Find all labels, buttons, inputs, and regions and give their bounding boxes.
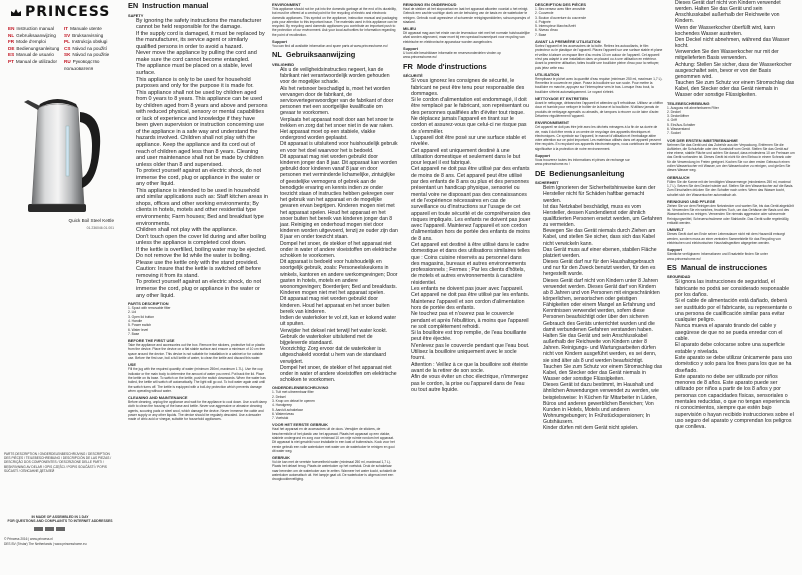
fr-support-text: Vous trouverez toutes les informations et pièces de rechange sur www.princesshome.eu ! <box>535 158 630 167</box>
en-environment-text: This appliance should not be put into the domestic garbage at the end of its durability, but must be offered at a central point for the recycling of electric and electronic domestic appliances. This symbol on the appliance, instruction manual and packaging puts your attention to this important issue. The materials used in this appliance can be recycled. By recycling used domestic appliances you contribute an important push to the protection of our environment. Ask your local authorities for information regarding the point of recollection. <box>272 7 398 37</box>
bullet-item: • Don't touch open the cover lid during and after boiling unless the appliance is completed cool down. <box>136 234 268 247</box>
bullet-item: • Utilisez la bouilloire uniquement avec le socle fourni. <box>411 349 531 362</box>
bullet-item: • Tauchen Sie zum Schutz vor einem Stromschlag das Kabel, den Stecker oder das Gerät niemals in Wasser oder sonstige Flüssigkeiten. <box>543 364 663 382</box>
bullet-item: • El aparato debe colocarse sobre una superficie estable y nivelada. <box>675 342 795 355</box>
en-parts-heading: PARTS DESCRIPTION <box>128 301 169 307</box>
de-title: DE Bedienungsanleitung <box>535 168 625 178</box>
part-item: 2. Deckel <box>667 109 681 114</box>
kettle-image <box>10 86 110 216</box>
product-model: 01.236046.01.001 <box>86 225 114 230</box>
part-item: 2. Deksel <box>272 394 286 399</box>
weee-mark-icon <box>45 527 54 531</box>
de-clean-heading: REINIGUNG UND PFLEGE <box>667 198 716 204</box>
part-item: 6. Wasserstand <box>667 126 690 131</box>
bullet-item: • Ne touchez pas et n'ouvrez pas le couvercle pendant et après l'ébullition, à moins que l'appareil ne soit complètement refroidi. <box>411 311 531 330</box>
de-parts-heading: TEILEBESCHREIBUNG <box>667 100 710 106</box>
part-item: 3. Deckelöffner <box>667 114 690 119</box>
nl-env-text: Dit apparaat mag aan het einde van de levensduur niet met het normale huishoudelijke afval worden afgevoerd, maar moet bij een speciaal inzamelpunt voor recycling van elektrische en elektronische apparatuur worden aangeboden. <box>403 31 530 44</box>
nl-fr-column <box>403 0 531 575</box>
de-firstuse-text: Nehmen Sie das Gerät und das Zubehör aus der Verpackung. Entfernen Sie die Aufkleber, die Schutzfolie oder den Kunststoff vom Gerät. Stellen Sie das Gerät auf eine ebene, stabile Fläche und achten Sie darauf, dass mindestens 10 cm Freiraum um das Gerät vorhanden ist. Dieses Gerät ist nicht für den Einbau in einem Schrank oder für die Verwendung im Freien geeignet. Kochen Sie vor dem ersten Gebrauch einen vollen Wasserkocher mit Wasser, um den Wasserkocher zu reinigen, und gießen Sie dieses Wasser weg. <box>667 142 795 173</box>
language-item: SV Bruksanvisning <box>64 32 104 38</box>
part-item: 3. Open lid button <box>128 314 155 319</box>
bullet-item: • Attention : Veillez à ce que la bouilloire soit éteinte avant de la retirer de son socle. <box>411 362 531 375</box>
bullet-item: • Verwenden Sie den Wasserkocher nur mit der mitgelieferten Basis verwenden. <box>675 49 795 61</box>
en-firstuse-text: Take the appliance and accessories out the box. Remove the stickers, protective foil or plastic from the device. Place the device on a flat stable surface and ensure a minimum of 10 cm free space around the device. This device is not suitable for installation in a cabinet or for outside use. Before the first use, boil a full kettle of water, to clean the kettle and discard this water. <box>128 343 266 361</box>
part-item: 7. Base <box>128 331 140 336</box>
part-item: 2. Lid <box>128 310 137 315</box>
bullet-item: • Bewegen Sie das Gerät niemals durch Ziehen am Kabel, und stellen Sie sicher, dass sich das Kabel nicht verwickeln kann. <box>543 228 663 246</box>
nl-title: NL Gebruiksaanwijzing <box>272 50 356 60</box>
product-name: Quick Boil Steel Kettle <box>68 218 114 224</box>
es-safety-heading: SEGURIDAD <box>667 274 691 280</box>
questions-address: FOR QUESTIONS AND COMPLAINTS TO INTERNET ADDRESSES <box>7 519 113 524</box>
fr-firstuse-heading: AVANT LA PREMIÈRE UTILISATION <box>535 39 601 45</box>
bullet-item: • Dompel het snoer, de stekker of het apparaat niet onder in water of andere vloeistoffen om elektrische schokken te voorkomen. <box>280 241 398 260</box>
brand-logo <box>10 4 116 20</box>
bullet-item: • This appliance is only to be used for household purposes and only for the purpose it is made for. <box>136 77 268 90</box>
bullet-item: • Dieses Gerät darf nicht von Kindern unter 8 Jahren verwendet werden. Dieses Gerät darf von Kindern ab 8 Jahren und von Personen mit eingeschränkten körperlichen, sensorischen oder geistigen Fähigkeiten oder einem Mangel an Erfahrung und Kenntnissen verwendet werden, sofern diese Personen beaufsichtigt oder über den sicheren Gebrauch des Geräts unterrichtet wurden und die damit verbundenen Gefahren verstanden haben. Halten Sie das Gerät und sein Anschlusskabel außerhalb der Reichweite von Kindern unter 8 Jahren. Reinigungs- und Wartungsarbeiten dürfen nicht von Kindern ausgeführt werden, es sei denn, sie sind älter als 8 und werden beaufsichtigt. <box>543 278 663 364</box>
bullet-item: • Si el cable de alimentación está dañado, deberá ser sustituido por el fabricante, su representante o una persona de cualificación similar para evitar cualquier peligro. <box>675 298 795 323</box>
en-support-heading: Support <box>272 39 287 45</box>
de-clean-text: Ziehen Sie vor dem Reinigen den Netzstecker und warten Sie, bis das Gerät abgekühlt ist. Verwenden Sie ein weiches, feuchtes Tuch, um das Gehäuse der Basis und des Wasserkochers zu reinigen. Verwenden Sie niemals aggressive oder scheuernde Reinigungsmittel, Scheuerschwämme oder Stahlwolle. Das Gerät sollte regelmäßig entkalkt werden. <box>667 203 794 226</box>
part-item: 4. Handgreep <box>272 403 292 408</box>
part-item: 6. Water level <box>128 327 149 332</box>
nl-safety-list <box>272 67 398 383</box>
en-environment-heading: ENVIRONMENT <box>272 2 301 7</box>
en-firstuse-heading: BEFORE THE FIRST USE <box>128 338 175 344</box>
bullet-item: • Indien de waterkoker te vol zit, kan er kokend water uit spuiten. <box>280 315 398 327</box>
bullet-item: • Ne déplacez jamais l'appareil en tirant sur le cordon et assurez-vous que celui-ci ne risque pas de s'emmêler. <box>411 116 531 135</box>
de-env-text: Dieses Gerät darf am Ende seiner Lebensdauer nicht mit dem Hausmüll entsorgt werden, sondern muss an einer zentralen Sammelstelle für das Recycling von elektrischen und elektronischen Haushaltsgeräten abgegeben werden. <box>667 232 786 245</box>
bullet-item: • Het apparaat moet op een stabiele, vlakke ondergrond worden geplaatst. <box>280 129 398 141</box>
en-parts-list <box>128 306 268 336</box>
bullet-item: • Dieses Gerät darf nicht von Kindern verwendet werden. Halten Sie das Gerät und sein Anschlusskabel außerhalb der Reichweite von Kindern. <box>675 0 795 25</box>
es-safety-list <box>667 279 795 430</box>
bullet-item: • Als het netsnoer beschadigd is, moet het worden vervangen door de fabrikant, de servicevertegenwoordiger van de fabrikant of door personen met een soortgelijke kwalificatie om gevaar te voorkomen. <box>280 86 398 117</box>
bullet-item: • Les enfants ne doivent pas jouer avec l'appareil. <box>411 286 531 292</box>
de-env-heading: UMWELT <box>667 227 684 233</box>
fr-parts-heading: DESCRIPTION DES PIÈCES <box>535 2 587 7</box>
language-item: SK Návod na použitie <box>64 52 110 58</box>
nl-support-text: U kunt alle beschikbare informatie en reserveonderdelen vinden op www.princesshome.eu! <box>403 51 501 60</box>
brand-name: PRINCESS <box>25 4 111 20</box>
en-support-text: You can find all available information and spare parts at www.princesshome.eu! <box>272 44 388 49</box>
bullet-item: • Dit apparaat is bedoeld voor huishoudelijk en soortgelijk gebruik, zoals: Personeelskeukens in winkels, kantoren en andere werkomgevingen; Door gasten in hotels, motels en andere woonomgevingen; Boerderijen; Bed and breakfasts. <box>280 259 398 290</box>
de-support-text: Sämtliche verfügbaren Informationen und Ersatzteile finden Sie unter www.princesshome.eu! <box>667 252 768 261</box>
part-item: 7. Sockel <box>667 131 681 136</box>
recycle-mark-icon <box>56 527 65 531</box>
es-title: ES Manual de instrucciones <box>667 262 768 272</box>
bullet-item: • Dit apparaat is uitsluitend voor huishoudelijk gebruik en voor het doel waarvoor het is bedoeld. <box>280 141 398 153</box>
nl-parts-heading: ONDERDELENBESCHRIJVING <box>272 385 329 391</box>
bullet-item: • Kinder dürfen mit dem Gerät nicht spielen. <box>543 425 663 431</box>
bullet-item: • The appliance must be placed on a stable, level surface. <box>136 63 268 76</box>
bullet-item: • Dompel het snoer, de stekker of het apparaat niet onder in water of andere vloeistoffen om elektrische schokken te voorkomen. <box>280 365 398 384</box>
fr-env-heading: ENVIRONNEMENT <box>535 120 570 126</box>
bullet-item: • Nunca mueva el aparato tirando del cable y asegúrese de que no se pueda enredar con el cable. <box>675 323 795 342</box>
bullet-item: • Kinderen mogen niet met het apparaat spelen. <box>280 290 398 296</box>
bullet-item: • Dieses Gerät ist dazu bestimmt, im Haushalt und ähnlichen Anwendungen verwendet zu werden, wie beispielsweise: In Küchen für Mitarbeiter in Läden, Büros und anderen gewerblichen Bereichen; Von Kunden in Hotels, Motels und anderen Wohnumgebungen; In Frühstückspensionen; In Gutshäusern. <box>543 382 663 425</box>
de-safety-list-cont <box>667 0 795 99</box>
en-title: EN Instruction manual <box>128 1 209 10</box>
part-item: 1. Spout with removable filter <box>128 306 171 311</box>
de-use-heading: GEBRAUCH <box>667 174 690 180</box>
part-item: 1. Tuit met uitneembaar filter <box>272 390 314 395</box>
fr-clean-text: Avant le nettoyage, débranchez l'appareil et attendez qu'il refroidisse. Utilisez un chiffon doux et humide pour nettoyer le boîtier de la base et la bouilloire. N'utilisez jamais de produits de nettoyage agressifs ou abrasifs, de tampons à récurer ou de laine d'acier. Détartrez régulièrement l'appareil. <box>535 101 663 118</box>
part-item: 3. Bouton d'ouverture du couvercle <box>535 15 587 20</box>
part-item: 6. Waterniveau <box>272 411 295 416</box>
language-item: NL Gebruiksaanwijzing <box>8 32 56 38</box>
fr-firstuse-text: Sortez l'appareil et les accessoires de la boîte. Retirez les autocollants, le film protecteur ou le plastique de l'appareil. Placez l'appareil sur une surface stable et plane et veillez à laisser un espace libre d'au moins 10 cm autour de l'appareil. Cet appareil n'est pas adapté à une installation dans un placard ou à une utilisation en extérieur. Avant la première utilisation, faites bouillir une bouilloire pleine d'eau pour la nettoyer, puis jetez cette eau. <box>535 44 663 70</box>
bullet-item: • Wenn der Wasserkocher überfüllt wird, kann kochendes Wasser austreten. <box>675 25 795 37</box>
bullet-item: • N'enlevez pas le couvercle pendant que l'eau bout. <box>411 343 531 349</box>
part-item: 6. Niveau d'eau <box>535 28 558 33</box>
en-clean-heading: CLEANING AND MAINTENANCE <box>128 395 188 401</box>
bullet-item: • Dit apparaat mag niet worden gebruikt door kinderen jonger dan 8 jaar. Dit apparaat kan worden gebruikt door kinderen vanaf 8 jaar en door personen met verminderde lichamelijke, zintuiglijke of geestelijke vermogens of gebrek aan de benodigde ervaring en kennis indien ze onder toezicht staan of instructies hebben gekregen over het gebruik van het apparaat en de mogelijke gevaren ervan begrijpen. Kinderen mogen niet met het apparaat spelen. Houd het apparaat en het snoer buiten het bereik van kinderen jonger dan 8 jaar. Reiniging en onderhoud mogen niet door kinderen worden uitgevoerd, tenzij ze ouder zijn dan 8 jaar en onder toezicht staan. <box>280 154 398 241</box>
en-nl-column <box>272 0 398 575</box>
bullet-item: • Achtung: Stellen Sie sicher, dass der Wasserkocher ausgeschaltet sein, bevor er von der Basis genommen wird. <box>675 62 795 80</box>
de-safety-list <box>535 185 663 431</box>
parts-languages: PARTS DESCRIPTION / ONDERDELENBESCHRIJVING / DESCRIPTION DES PIÈCES / TEILEBESCHREIBUNG / DESCRIPCIÓN DE LAS PIEZAS / DESCRIÇÃO DOS COMPONENTES / DESCRIZIONE DELLE PARTI / BESKRIVNING AV DELAR / OPIS CZĘŚCI / POPIS SOUČÁSTÍ / POPIS SÚČASTÍ / ОПИСАНИЕ ДЕТАЛЕЙ <box>4 452 112 473</box>
ce-mark-icon <box>34 527 43 531</box>
bullet-item: • Este aparato no debe ser utilizado por niños menores de 8 años. Este aparato puede ser utilizado por niños a partir de los 8 años y por personas con capacidades físicas, sensoriales o mentales reducidas, o que no tengan experiencia ni conocimientos, siempre que estén bajo supervisión o hayan recibido instrucciones sobre el uso seguro del aparato y comprendan los peligros que conlleva. <box>675 374 795 431</box>
language-item: PL Instrukcja obsługi <box>64 39 108 45</box>
fr-use-heading: UTILISATION <box>535 71 560 77</box>
part-item: 2. Couvercle <box>535 11 554 16</box>
cover-column <box>4 0 116 575</box>
bullet-item: • Si le cordon d'alimentation est endommagé, il doit être remplacé par le fabricant, son représentant ou des personnes qualifiées afin d'éviter tout risque. <box>411 97 531 116</box>
language-item: DE Bedienungsanleitung <box>8 45 60 51</box>
de-firstuse-heading: VOR DER ERSTEN INBETRIEBNAHME <box>667 137 738 143</box>
bullet-item: • Verwijder het deksel niet terwijl het water kookt. Gebruik de waterkoker uitsluitend met de bijgeleverde standaard. <box>280 328 398 347</box>
part-item: 5. Ein/Aus-Schalter <box>667 122 696 127</box>
nl-clean-heading: REINIGING EN ONDERHOUD <box>403 2 457 7</box>
bullet-item: • This appliance is intended to be used in household and similar applications such as: Staff kitchen areas in shops, offices and other working environments; By clients in hotels, motels and other residential type environments; Farm houses; Bed and breakfast type environments. <box>136 188 268 227</box>
en-clean-text: Before cleaning, unplug the appliance and wait for the appliance to cool down. Use a soft damp cloth to clean the housing of the base and kettle. Never use aggressive or abrasive cleaning agents, scouring pads or steel wool, which damage the device. Never immerse the cable and power supply or any other liquids. The device should be regularly descaled. Use a descaler made of citric acid or vinegar, suitable for household appliances. <box>128 400 267 422</box>
de-es-column <box>667 0 795 575</box>
en-use-text: Fill the jug with the required quantity of water (minimum 250ml, maximum 1.7L). Use the cup indicator or the main body to determine the amount of water you need. Put back the lid. Place the kettle on its base. To switch on the kettle, push the switch downwards. When the water has boiled, the kettle will switch off automatically. The light will go out. To boil water again wait until the switch turns off. The kettle is equipped with a boil-dry protection which prevents damage when operating without water. <box>128 367 266 393</box>
fr-safety-heading: SÉCURITÉ <box>403 73 423 79</box>
nl-safety-heading: VEILIGHEID <box>272 61 295 67</box>
fr-support-heading: Support <box>535 153 550 159</box>
part-item: 4. Poignée <box>535 19 551 24</box>
nl-support-heading: Support <box>403 46 418 52</box>
bullet-item: • Caution: Insure that the kettle is switched off before removing it from its stand. <box>136 266 268 279</box>
bullet-item: • Den Deckel nicht abnehmen, während das Wasser kocht. <box>675 37 795 49</box>
nl-use-heading: GEBRUIK <box>272 455 290 461</box>
bullet-item: • Si la bouilloire est trop remplie, de l'eau bouillante peut être éjectée. <box>411 330 531 343</box>
de-use-text: Füllen Sie die Kanne mit der benötigten Wassermenge (mindestens 250 ml, maximal 1,7 L). Setzen Sie den Deckel wieder auf. Stellen Sie den Wasserkocher auf die Basis. Zum Einschalten drücken Sie den Schalter nach unten. Wenn das Wasser kocht, schaltet sich der Wasserkocher automatisch ab. <box>667 179 794 197</box>
language-item: EN Instruction manual <box>8 26 54 31</box>
language-item: FR Mode d'emploi <box>8 39 46 45</box>
bullet-item: • L'appareil doit être posé sur une surface stable et nivelée. <box>411 135 531 148</box>
bullet-item: • Do not remove the lid while the water is boiling. <box>136 253 268 260</box>
crown-icon <box>10 8 22 17</box>
bullet-item: • This appliance shall not be used by children aged from 0 years to 8 years. This appliance can be used by children aged from 8 years and above and persons with reduced physical, sensory or mental capabilities or lack of experience and knowledge if they have been given supervision or instruction concerning use of the appliance in a safe way and understand the hazards involved. Children shall not play with the appliance. Keep the appliance and its cord out of reach of children aged less than 8 years. Cleaning and user maintenance shall not be made by children unless older than 8 and supervised. <box>136 90 268 169</box>
de-support-heading: Support <box>667 247 682 253</box>
language-item: IT Manuale utente <box>64 26 102 31</box>
bullet-item: • Please use the kettle only with the stand provided. <box>136 260 268 267</box>
bullet-item: • Dieses Gerät darf nur für den Haushaltsgebrauch und nur für den Zweck benutzt werden, für den es hergestellt wurde. <box>543 259 663 277</box>
part-item: 5. Power switch <box>128 323 152 328</box>
part-item: 5. Aan/uit-schakelaar <box>272 407 303 412</box>
bullet-item: • To protect yourself against an electric shock, do not immerse the cord, plug or appliance in the water or any other liquid. <box>136 168 268 188</box>
de-parts-list <box>667 106 795 136</box>
language-list <box>8 26 116 72</box>
bullet-item: • Cet appareil ne doit pas être utilisé par des enfants de moins de 8 ans. Cet appareil peut être utilisé par des enfants de 8 ans ou plus et des personnes présentant un handicap physique, sensoriel ou mental voire ne disposant pas des connaissances et de l'expérience nécessaires en cas de surveillance ou d'instructions sur l'usage de cet appareil en toute sécurité et de compréhension des risques impliqués. Les enfants ne doivent pas jouer avec l'appareil. Maintenez l'appareil et son cordon d'alimentation hors de portée des enfants de moins de 8 ans. <box>411 166 531 242</box>
copyright: © Princess 2016 | www.princess.nl <box>4 537 53 542</box>
bullet-item: • Verplaats het apparaat nooit door aan het snoer te trekken en zorg dat het snoer niet in de war raken. <box>280 117 398 129</box>
fr-parts-list <box>535 7 663 37</box>
bullet-item: • Cet appareil est destiné à être utilisé dans le cadre domestique et dans des utilisations similaires telles que : Coins cuisine réservés au personnel dans des magasins, bureaux et autres environnements professionnels ; Fermes ; Par les clients d'hôtels, de motels et autres environnements à caractère résidentiel. <box>411 242 531 286</box>
bullet-item: • Afin de vous éviter un choc électrique, n'immergez pas le cordon, la prise ou l'appareil dans de l'eau ou tout autre liquide. <box>411 374 531 393</box>
bullet-item: • Voorzichtig: Zorg ervoor dat de waterkoker is uitgeschakeld voordat u hem van de standaard verwijdert. <box>280 346 398 365</box>
bullet-item: • Das Gerät muss auf einer ebenen, stabilen Fläche platziert werden. <box>543 247 663 259</box>
en-safety-list <box>128 18 268 300</box>
part-item: 5. Interrupteur Marche/Arrêt <box>535 24 576 29</box>
fr-env-text: Cet appareil ne doit pas être jeté avec les déchets ménagers à la fin de sa durée de vie, mais il doit être remis à un centre de recyclage des appareils électriques et électroniques. Ce symbole sur l'appareil, le manuel d'utilisation et l'emballage attire votre attention sur ce point important. Les matériaux utilisés dans cet appareil peuvent être recyclés. En recyclant vos appareils électroménagers, vous contribuez de manière significative à la protection de notre environnement. <box>535 125 662 151</box>
fr-de-column <box>535 0 663 575</box>
company-info: DES BV (Tristar) The Netherlands | www.princesshome.eu <box>4 541 87 546</box>
part-item: 3. Knop om deksel te openen <box>272 398 315 403</box>
nl-firstuse-heading: VOOR HET EERSTE GEBRUIK <box>272 422 328 428</box>
nl-firstuse-text: Haal het apparaat en de accessoires uit de doos. Verwijder de stickers, de beschermfolie of het plastic van het apparaat. Plaats het apparaat op een vlakke, stabiele ondergrond en zorg voor minimaal 10 cm vrije ruimte rondom het apparaat. Dit apparaat is niet geschikt voor installatie in een kast of buitenshuis. Kook voor het eerste gebruik een volle waterkoker met water om de waterkoker te reinigen en gooi dit water weg. <box>272 427 395 453</box>
de-safety-heading: SICHERHEIT <box>535 180 559 186</box>
part-item: 7. Voetstuk <box>272 416 289 421</box>
made-in: IN MADE OF ASSEMBLED IN 1 DAY <box>31 515 89 519</box>
bullet-item: • Cet appareil ne doit pas être utilisé par les enfants. Maintenez l'appareil et son cordon d'alimentation hors de portée des enfants. <box>411 292 531 311</box>
bullet-item: • If the supply cord is damaged, it must be replaced by the manufacturer, its service agent or similarly qualified persons in order to avoid a hazard. <box>136 31 268 51</box>
certification-logos <box>34 527 116 531</box>
fr-use-text: Remplissez le pichet avec la quantité d'eau requise (minimum 250 ml, maximum 1,7 L). Remettez le couvercle en place. Posez la bouilloire sur son socle. Pour mettre la bouilloire en marche, appuyez sur l'interrupteur vers le bas. Lorsque l'eau bout, la bouilloire s'éteint automatiquement. Le voyant s'éteint. <box>535 76 663 94</box>
fr-clean-heading: NETTOYAGE ET ENTRETIEN <box>535 96 588 102</box>
language-item: ES Manual de usuario <box>8 52 54 58</box>
part-item: 4. Griff <box>667 118 677 123</box>
bullet-item: • Tauchen Sie zum Schutz vor einem Stromschlag das Kabel, den Stecker oder das Gerät niemals in Wasser oder sonstige Flüssigkeiten. <box>675 80 795 98</box>
en-section <box>128 0 268 575</box>
bullet-item: • Si vous ignorez les consignes de sécurité, le fabricant ne peut être tenu pour responsable des dommages. <box>411 78 531 97</box>
bullet-item: • Ist das Netzkabel beschädigt, muss es vom Hersteller, dessen Kundendienst oder ähnlich qualifizierten Personen ersetzt werden, um Gefahren zu vermeiden. <box>543 204 663 229</box>
bullet-item: • By ignoring the safety instructions the manufacturer cannot be held responsible for the damage. <box>136 18 268 31</box>
en-safety-heading: SAFETY <box>128 12 144 18</box>
part-item: 7. Base <box>535 32 547 37</box>
bullet-item: • If the kettle is overfilled, boiling water may be ejected. <box>136 247 268 254</box>
part-item: 1. Bec verseur avec filtre amovible <box>535 7 586 11</box>
nl-parts-list <box>272 390 398 420</box>
part-item: 4. Handle <box>128 319 143 323</box>
en-use-heading: USE <box>128 362 136 368</box>
fr-safety-list <box>403 78 531 393</box>
language-item: RU Руководство пользователя <box>64 58 100 71</box>
bullet-item: • To protect yourself against an electric shock, do not immerse the cord, plug or appliance in the water or any other liquid. <box>136 279 268 299</box>
bullet-item: • Never move the appliance by pulling the cord and make sure the cord cannot become entangled. <box>136 50 268 63</box>
bullet-item: • Beim Ignorieren der Sicherheitshinweise kann der Hersteller nicht für Schäden haftbar gemacht werden. <box>543 185 663 203</box>
language-item: PT Manual de utilizador <box>8 58 57 64</box>
nl-clean-text: Haal de stekker uit het stopcontact en laat het apparaat afkoelen voordat u het reinigt. Gebruik een zachte vochtige doek om de behuizing van de basis en de waterkoker te reinigen. Gebruik nooit agressieve of schurende reinigingsmiddelen, schuursponsjes of staalwol. <box>403 7 530 24</box>
language-item: CS Návod na použití <box>64 45 107 51</box>
fr-title: FR Mode d'instructions <box>403 61 487 71</box>
bullet-item: • Este aparato se debe utilizar únicamente para uso doméstico y solo para los fines para los que se ha diseñado. <box>675 355 795 374</box>
bullet-item: • Dit apparaat mag niet worden gebruikt door kinderen. Houd het apparaat en het snoer buiten bereik van kinderen. <box>280 296 398 315</box>
nl-use-text: Vul de kan met de vereiste hoeveelheid water (minimaal 250 ml, maximaal 1,7 L). Plaats het deksel terug. Plaats de waterkoker op het voetstuk. Druk de schakelaar naar beneden om de waterkoker aan te zetten. Wanneer het water kookt, schakelt de waterkoker automatisch uit. Het lampje gaat uit. De waterkoker is uitgerust met een droogkookbeveiliging. <box>272 460 397 482</box>
part-item: 1. Ausguss mit abnehmbarem Filter <box>667 105 719 110</box>
bullet-item: • Children shall not play with the appliance. <box>136 227 268 234</box>
bullet-item: • Cet appareil est uniquement destiné à une utilisation domestique et seulement dans le but pour lequel il est fabriqué. <box>411 148 531 167</box>
bullet-item: • Si ignora las instrucciones de seguridad, el fabricante no podrá ser considerado responsable por los daños. <box>675 279 795 298</box>
bullet-item: • Als u de veiligheidsinstructies negeert, kan de fabrikant niet verantwoordelijk worden gehouden voor de mogelijke schade. <box>280 67 398 86</box>
nl-env-heading: MILIEU <box>403 26 417 32</box>
